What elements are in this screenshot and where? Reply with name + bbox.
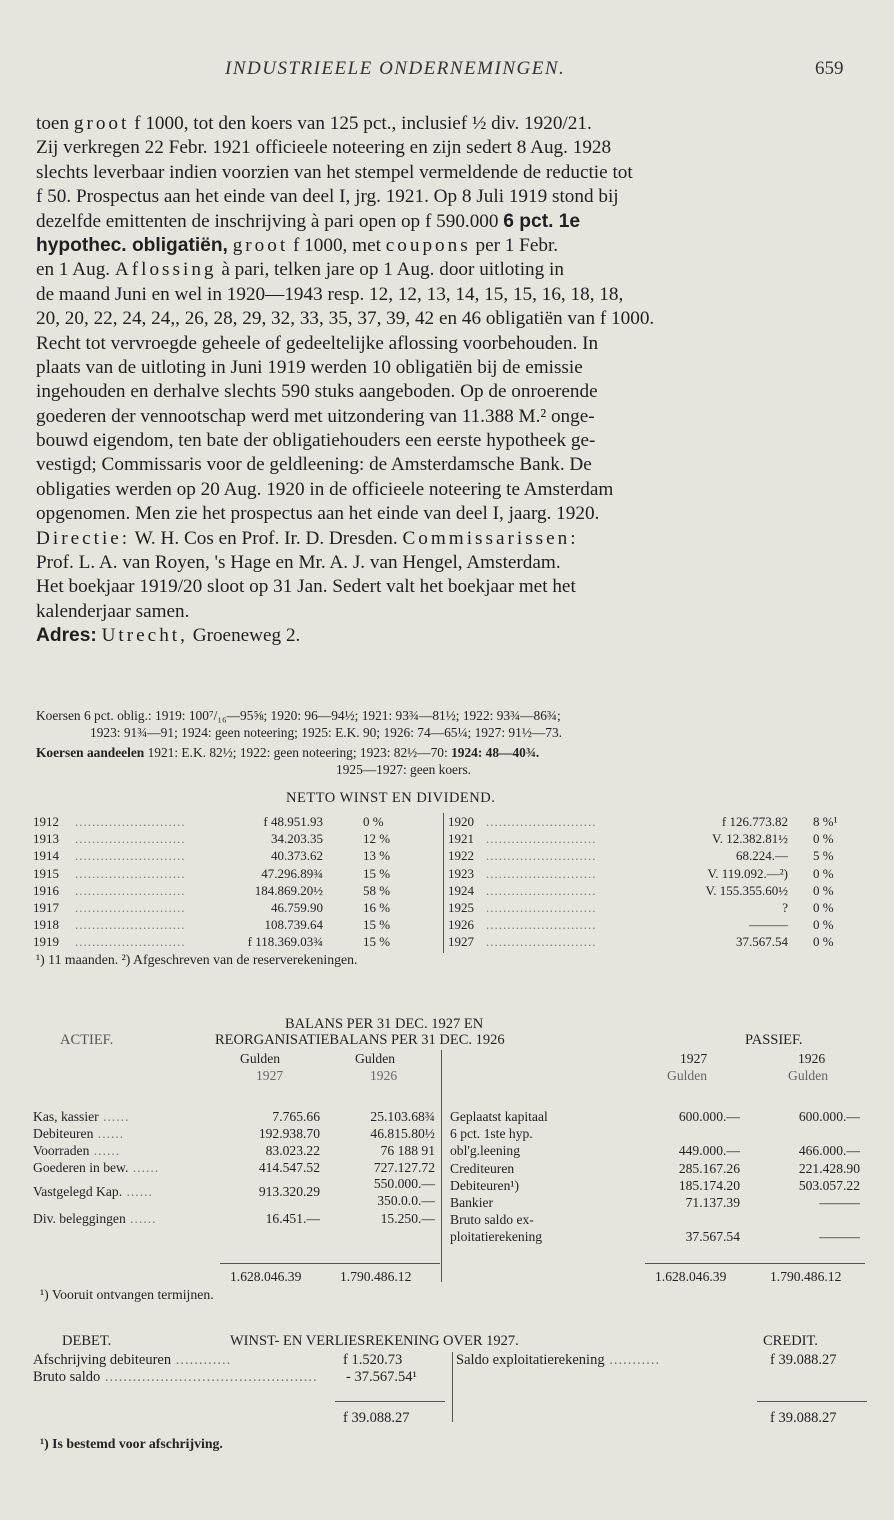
paragraph-line [36, 551, 866, 575]
paragraph-line [36, 575, 866, 599]
text-run: Groeneweg 2. [187, 625, 301, 647]
paragraph-line [36, 356, 866, 380]
leader-dots: ...... [122, 1184, 153, 1199]
paragraph-line [36, 405, 866, 429]
balans-left-label-text: Goederen in bew. [33, 1160, 129, 1175]
netto-title: NETTO WINST EN DIVIDEND. [286, 790, 496, 806]
netto-amount: ——— [749, 917, 788, 933]
netto-dividend: 16 % [363, 899, 391, 915]
netto-row [448, 865, 868, 882]
balans-left-total-1926: 1.790.486.12 [340, 1269, 412, 1284]
netto-leader-dots: .......................... [75, 848, 186, 864]
koersen-aand-line2: 1925—1927: geen koers. [336, 762, 471, 777]
netto-dividend: 15 % [363, 934, 391, 950]
paragraph-line [36, 185, 866, 209]
text-run: slechts leverbaar indien voorzien van het stempel vermeldende de reductie tot [36, 161, 633, 183]
netto-leader-dots: .......................... [486, 831, 597, 847]
netto-row [33, 899, 441, 916]
netto-dividend: 8 %¹ [813, 814, 838, 829]
spaced-text-run: groot [73, 113, 130, 134]
spaced-text-run: Directie: [36, 527, 131, 549]
paragraph-line [36, 283, 866, 307]
balans-left-1927: 7.765.66 [272, 1109, 320, 1124]
text-run: à pari, telken jare op 1 Aug. door uitloting in [216, 259, 564, 281]
netto-amount: 108.739.64 [264, 917, 323, 933]
paragraph-line [36, 624, 866, 648]
netto-year: 1925 [448, 899, 474, 915]
netto-leader-dots: .......................... [75, 865, 186, 881]
balans-actief: ACTIEF. [60, 1032, 114, 1048]
balans-right-label: Bankier [450, 1195, 494, 1210]
balans-right-1927: 185.174.20 [678, 1177, 740, 1193]
netto-amount: V. 12.382.81½ [712, 831, 788, 847]
text-run: Zij verkregen 22 Febr. 1921 officieele noteering en zijn sedert 8 Aug. 1928 [36, 137, 612, 159]
netto-dividend: 0 % [813, 882, 834, 898]
balans-left-1927: 192.938.70 [258, 1126, 320, 1141]
text-run: vestigd; Commissaris voor de geldleening: de Amsterdamsche Bank. De [36, 454, 592, 476]
spaced-text-run: Aflossing [114, 259, 217, 281]
netto-dividend: 0 % [813, 831, 834, 847]
netto-amount: 47.296.89¾ [261, 865, 323, 881]
netto-leader-dots: .......................... [486, 865, 597, 881]
spaced-text-run: Utrecht, [101, 625, 188, 647]
header-title: INDUSTRIEELE ONDERNEMINGEN. [225, 58, 566, 79]
spaced-text-run: coupons [385, 234, 471, 256]
balans-right-1926: ——— [819, 1229, 860, 1245]
balans-right-1927: 449.000.— [678, 1143, 740, 1159]
balans-right-label: ploitatierekening [450, 1229, 543, 1245]
leader-dots: ...... [89, 1143, 121, 1158]
netto-year: 1926 [448, 917, 474, 933]
netto-dividend: 58 % [363, 882, 391, 898]
paragraph-line [36, 453, 866, 477]
text-run: obligaties werden op 20 Aug. 1920 in de officieele noteering te Amsterdam [36, 478, 614, 500]
netto-amount: f 126.773.82 [721, 814, 788, 829]
balans-left-label [33, 1108, 129, 1125]
wv-footnote: ¹) Is bestemd voor afschrijving. [40, 1436, 223, 1451]
bold-text-run: 6 pct. 1e [503, 210, 581, 232]
netto-amount: f 48.951.93 [263, 814, 323, 829]
paragraph-line [36, 112, 866, 136]
balans-left-label-text: Debiteuren [33, 1126, 94, 1141]
balans-left-1927: 16.451.— [265, 1211, 320, 1226]
netto-row [33, 916, 441, 933]
balans-right-label: Debiteuren¹) [450, 1177, 519, 1193]
netto-row [33, 865, 441, 882]
netto-year: 1912 [33, 814, 59, 829]
balans-r-col-gulden-1: Gulden [667, 1068, 708, 1083]
balans-right-1926: 221.428.90 [798, 1160, 860, 1176]
netto-amount: 34.203.35 [271, 831, 323, 847]
text-run: Recht tot vervroegde geheele of gedeeltelijke aflossing voorbehouden. In [36, 332, 599, 354]
paragraph-line [36, 136, 866, 160]
netto-amount: 184.869.20½ [254, 882, 323, 898]
balans-left-label [33, 1159, 159, 1176]
balans-passief: PASSIEF. [745, 1032, 803, 1048]
text-run: plaats van de uitloting in Juni 1919 werden 10 obligatiën bij de emissie [36, 356, 583, 378]
balans-divider [441, 1050, 442, 1282]
balans-right-label: Crediteuren [450, 1160, 515, 1176]
netto-row [33, 813, 441, 830]
wv-l2-value: - 37.567.54¹ [346, 1369, 417, 1385]
paragraph-line [36, 380, 866, 404]
leader-dots: ...... [93, 1126, 125, 1141]
balans-left-label-text: Kas, kassier [33, 1109, 99, 1124]
netto-year: 1919 [33, 934, 59, 950]
paragraph-line [36, 307, 866, 331]
balans-right-total-1926: 1.790.486.12 [770, 1269, 842, 1284]
netto-year: 1923 [448, 865, 474, 881]
netto-dividend: 5 % [813, 848, 834, 864]
koersen-aand-text: 1921: E.K. 82½; 1922: geen noteering; 1923: 82½—70: [144, 745, 452, 760]
netto-amount: V. 119.092.—²) [707, 865, 788, 881]
text-run: f 1000, met [288, 234, 386, 256]
netto-year: 1916 [33, 882, 59, 898]
balans-right-label: Geplaatst kapitaal [450, 1109, 548, 1124]
netto-left-table [33, 813, 441, 951]
balans-left-1926: 350.0.0.— [377, 1193, 435, 1208]
wv-left-rule [335, 1401, 445, 1402]
netto-dividend: 12 % [363, 831, 391, 847]
balans-title: BALANS PER 31 DEC. 1927 EN [285, 1016, 484, 1032]
paragraph-line [36, 234, 866, 258]
balans-r-col-1926: 1926 [798, 1051, 826, 1066]
wv-l1-label: Afschrijving debiteuren [33, 1352, 172, 1368]
netto-amount: 68.224.— [736, 848, 788, 864]
wv-l2-label: Bruto saldo [33, 1369, 101, 1385]
balans-right-label: obl'g.leening [450, 1143, 521, 1159]
netto-dividend: 0 % [813, 934, 834, 950]
netto-dividend: 13 % [363, 848, 391, 864]
balans-right-1927: 285.167.26 [678, 1160, 740, 1176]
netto-row [448, 847, 868, 864]
paragraph-line [36, 478, 866, 502]
balans-right-1926: ——— [819, 1195, 860, 1210]
balans-right-1926: 466.000.— [798, 1143, 860, 1159]
netto-leader-dots: .......................... [486, 848, 597, 864]
text-run: f 50. Prospectus aan het einde van deel I, jrg. 1921. Op 8 Juli 1919 stond bij [36, 186, 619, 208]
netto-leader-dots: .......................... [75, 882, 186, 898]
balans-right-1927: 71.137.39 [685, 1195, 740, 1210]
wv-left-total: f 39.088.27 [343, 1410, 410, 1426]
balans-r-col-gulden-2: Gulden [788, 1068, 829, 1083]
wv-debet: DEBET. [62, 1333, 112, 1349]
text-run: ingehouden en derhalve slechts 590 stuks aangeboden. Op de onroerende [36, 381, 598, 403]
netto-leader-dots: .......................... [486, 899, 597, 915]
paragraph-line [36, 429, 866, 453]
koersen-aand-text-bold: 1924: 48—40¾. [451, 745, 540, 760]
netto-row [33, 882, 441, 899]
text-run: kalenderjaar samen. [36, 600, 190, 622]
text-run: en 1 Aug. [36, 259, 115, 281]
paragraph-line [36, 258, 866, 282]
netto-row [448, 882, 868, 899]
netto-divider [443, 813, 444, 953]
balans-left-1926: 550.000.— [373, 1176, 435, 1191]
netto-dividend: 0 % [813, 917, 834, 933]
netto-row [448, 830, 868, 847]
balans-left-1926: 25.103.68¾ [370, 1109, 435, 1124]
netto-year: 1918 [33, 917, 59, 933]
netto-year: 1914 [33, 848, 59, 864]
netto-footnote: ¹) 11 maanden. ²) Afgeschreven van de reserverekeningen. [36, 952, 358, 967]
wv-l1-value: f 1.520.73 [343, 1352, 403, 1368]
netto-dividend: 0 % [813, 865, 834, 881]
balans-right-label: 6 pct. 1ste hyp. [450, 1126, 533, 1142]
netto-leader-dots: .......................... [75, 831, 186, 847]
balans-right-1926: 503.057.22 [798, 1177, 860, 1193]
leader-dots: ...... [125, 1211, 157, 1226]
balans-left-total-1927: 1.628.046.39 [230, 1269, 302, 1284]
balans-left-rule [220, 1263, 440, 1264]
running-header [0, 58, 894, 88]
netto-row [448, 916, 868, 933]
text-run: dezelfde emittenten de inschrijving à pari open op f 590.000 [36, 210, 504, 232]
wv-r1-value: f 39.088.27 [770, 1352, 837, 1368]
balans-left-label [33, 1210, 157, 1227]
netto-year: 1927 [448, 934, 474, 950]
netto-year: 1915 [33, 865, 59, 881]
balans-col-gulden-1: Gulden [240, 1051, 281, 1066]
paragraph-line [36, 332, 866, 356]
balans-right-rule [645, 1263, 865, 1264]
balans-left-label-text: Div. beleggingen [33, 1211, 126, 1226]
balans-left-1926: 727.127.72 [373, 1160, 435, 1175]
bold-text-run: Adres: [36, 625, 97, 647]
text-run: goederen der vennootschap werd met uitzondering van 11.388 M.² onge- [36, 405, 595, 427]
text-run: f 1000, tot den koers van 125 pct., inclusief ½ div. 1920/21. [129, 113, 592, 134]
balans-left-label-text: Voorraden [33, 1143, 90, 1158]
balans-col-1926: 1926 [370, 1068, 398, 1083]
wv-divider [452, 1352, 453, 1422]
balans-left-label [33, 1183, 153, 1200]
netto-year: 1922 [448, 848, 474, 864]
wv-left-row-2: Bruto saldo .............................................. [33, 1369, 318, 1385]
balans-left-1926: 76 188 91 [380, 1143, 435, 1158]
netto-row [33, 847, 441, 864]
balans-left-1926: 46.815.80½ [370, 1126, 435, 1141]
netto-leader-dots: .......................... [486, 882, 597, 898]
netto-year: 1917 [33, 899, 59, 915]
netto-year: 1921 [448, 831, 474, 847]
paragraph-line [36, 527, 866, 551]
netto-leader-dots: .......................... [75, 814, 186, 829]
text-run: toen [36, 113, 74, 134]
netto-amount: ? [782, 899, 788, 915]
netto-amount: f 118.369.03¾ [247, 934, 323, 950]
text-run: Het boekjaar 1919/20 sloot op 31 Jan. Sedert valt het boekjaar met het [36, 576, 576, 598]
text-run: per 1 Febr. [470, 234, 559, 256]
balans-left-label-text: Vastgelegd Kap. [33, 1184, 123, 1199]
netto-year: 1924 [448, 882, 474, 898]
balans-left-1927: 913.320.29 [258, 1184, 320, 1199]
netto-leader-dots: .......................... [486, 934, 597, 950]
netto-amount: V. 155.355.60½ [705, 882, 788, 898]
balans-right-1927: 37.567.54 [685, 1229, 740, 1245]
balans-r-col-1927: 1927 [680, 1051, 708, 1066]
wv-left-row-1: Afschrijving debiteuren ............ [33, 1352, 232, 1368]
netto-leader-dots: .......................... [486, 814, 597, 829]
netto-leader-dots: .......................... [75, 899, 186, 915]
netto-leader-dots: .......................... [75, 917, 186, 933]
balans-left-1927: 414.547.52 [258, 1160, 320, 1175]
paragraph-line [36, 502, 866, 526]
koersen-oblig-line1: Koersen 6 pct. oblig.: 1919: 100⁷/₁₆—95⅝; 1920: 96—94½; 1921: 93¾—81½; 1922: 93¾—86¾; [36, 708, 561, 723]
text-run: opgenomen. Men zie het prospectus aan het einde van deel I, jaarg. 1920. [36, 503, 600, 525]
balans-col-1927: 1927 [256, 1068, 284, 1083]
netto-dividend: 0 % [363, 814, 384, 829]
wv-right-rule [757, 1401, 867, 1402]
wv-right-row-1: Saldo exploitatierekening ........... [456, 1352, 661, 1368]
paragraph-line [36, 161, 866, 185]
wv-credit: CREDIT. [763, 1333, 818, 1349]
koersen-aand-line1 [36, 744, 876, 761]
netto-row [448, 933, 868, 950]
netto-dividend: 0 % [813, 899, 834, 915]
netto-amount: 37.567.54 [736, 934, 788, 950]
netto-row [448, 813, 868, 830]
page-number: 659 [815, 58, 844, 79]
bold-text-run: hypothec. obligatiën, [36, 234, 228, 256]
koersen-block [36, 707, 876, 778]
spaced-text-run: groot [232, 234, 289, 256]
netto-leader-dots: .......................... [486, 917, 597, 933]
wv-title: WINST- EN VERLIESREKENING OVER 1927. [230, 1333, 519, 1349]
balans-left-label [33, 1125, 124, 1142]
netto-row [33, 830, 441, 847]
netto-dividend: 15 % [363, 917, 391, 933]
text-run: 20, 20, 22, 24, 24,, 26, 28, 29, 32, 33, 35, 37, 39, 42 en 46 obligatiën van f 1000. [36, 308, 655, 330]
netto-right-table [448, 813, 868, 951]
wv-r1-label: Saldo exploitatierekening [456, 1352, 605, 1368]
balans-right-1927: 600.000.— [678, 1109, 740, 1124]
text-run: Prof. L. A. van Royen, 's Hage en Mr. A. J. van Hengel, Amsterdam. [36, 552, 561, 574]
netto-dividend: 15 % [363, 865, 391, 881]
netto-amount: 46.759.90 [271, 899, 323, 915]
koersen-oblig-line2: 1923: 91¾—91; 1924: geen noteering; 1925: E.K. 90; 1926: 74—65¼; 1927: 91½—73. [90, 725, 562, 740]
leader-dots: ...... [128, 1160, 160, 1175]
spaced-text-run: Commissarissen: [402, 527, 579, 549]
company-description [36, 112, 866, 649]
leader-dots: ...... [98, 1109, 130, 1124]
balans-left-1927: 83.023.22 [265, 1143, 320, 1158]
balans-right-total-1927: 1.628.046.39 [655, 1269, 727, 1284]
netto-row [448, 899, 868, 916]
netto-year: 1913 [33, 831, 59, 847]
balans-right-1926: 600.000.— [798, 1109, 860, 1124]
netto-row [33, 933, 441, 950]
balans-col-gulden-2: Gulden [355, 1051, 396, 1066]
balans-left-label [33, 1142, 120, 1159]
text-run: bouwd eigendom, ten bate der obligatiehouders een eerste hypotheek ge- [36, 430, 596, 452]
netto-amount: 40.373.62 [271, 848, 323, 864]
koersen-aand-label: Koersen aandeelen [36, 745, 145, 760]
balans-subtitle: REORGANISATIEBALANS PER 31 DEC. 1926 [215, 1032, 505, 1048]
text-run: de maand Juni en wel in 1920—1943 resp. 12, 12, 13, 14, 15, 15, 16, 18, 18, [36, 283, 624, 305]
netto-year: 1920 [448, 814, 474, 829]
balans-left-1926: 15.250.— [380, 1211, 435, 1226]
netto-leader-dots: .......................... [75, 934, 186, 950]
paragraph-line [36, 600, 866, 624]
wv-right-total: f 39.088.27 [770, 1410, 837, 1426]
text-run: W. H. Cos en Prof. Ir. D. Dresden. [130, 527, 403, 549]
paragraph-line [36, 210, 866, 234]
balans-right-label: Bruto saldo ex- [450, 1212, 534, 1228]
balans-footnote: ¹) Vooruit ontvangen termijnen. [40, 1287, 214, 1302]
